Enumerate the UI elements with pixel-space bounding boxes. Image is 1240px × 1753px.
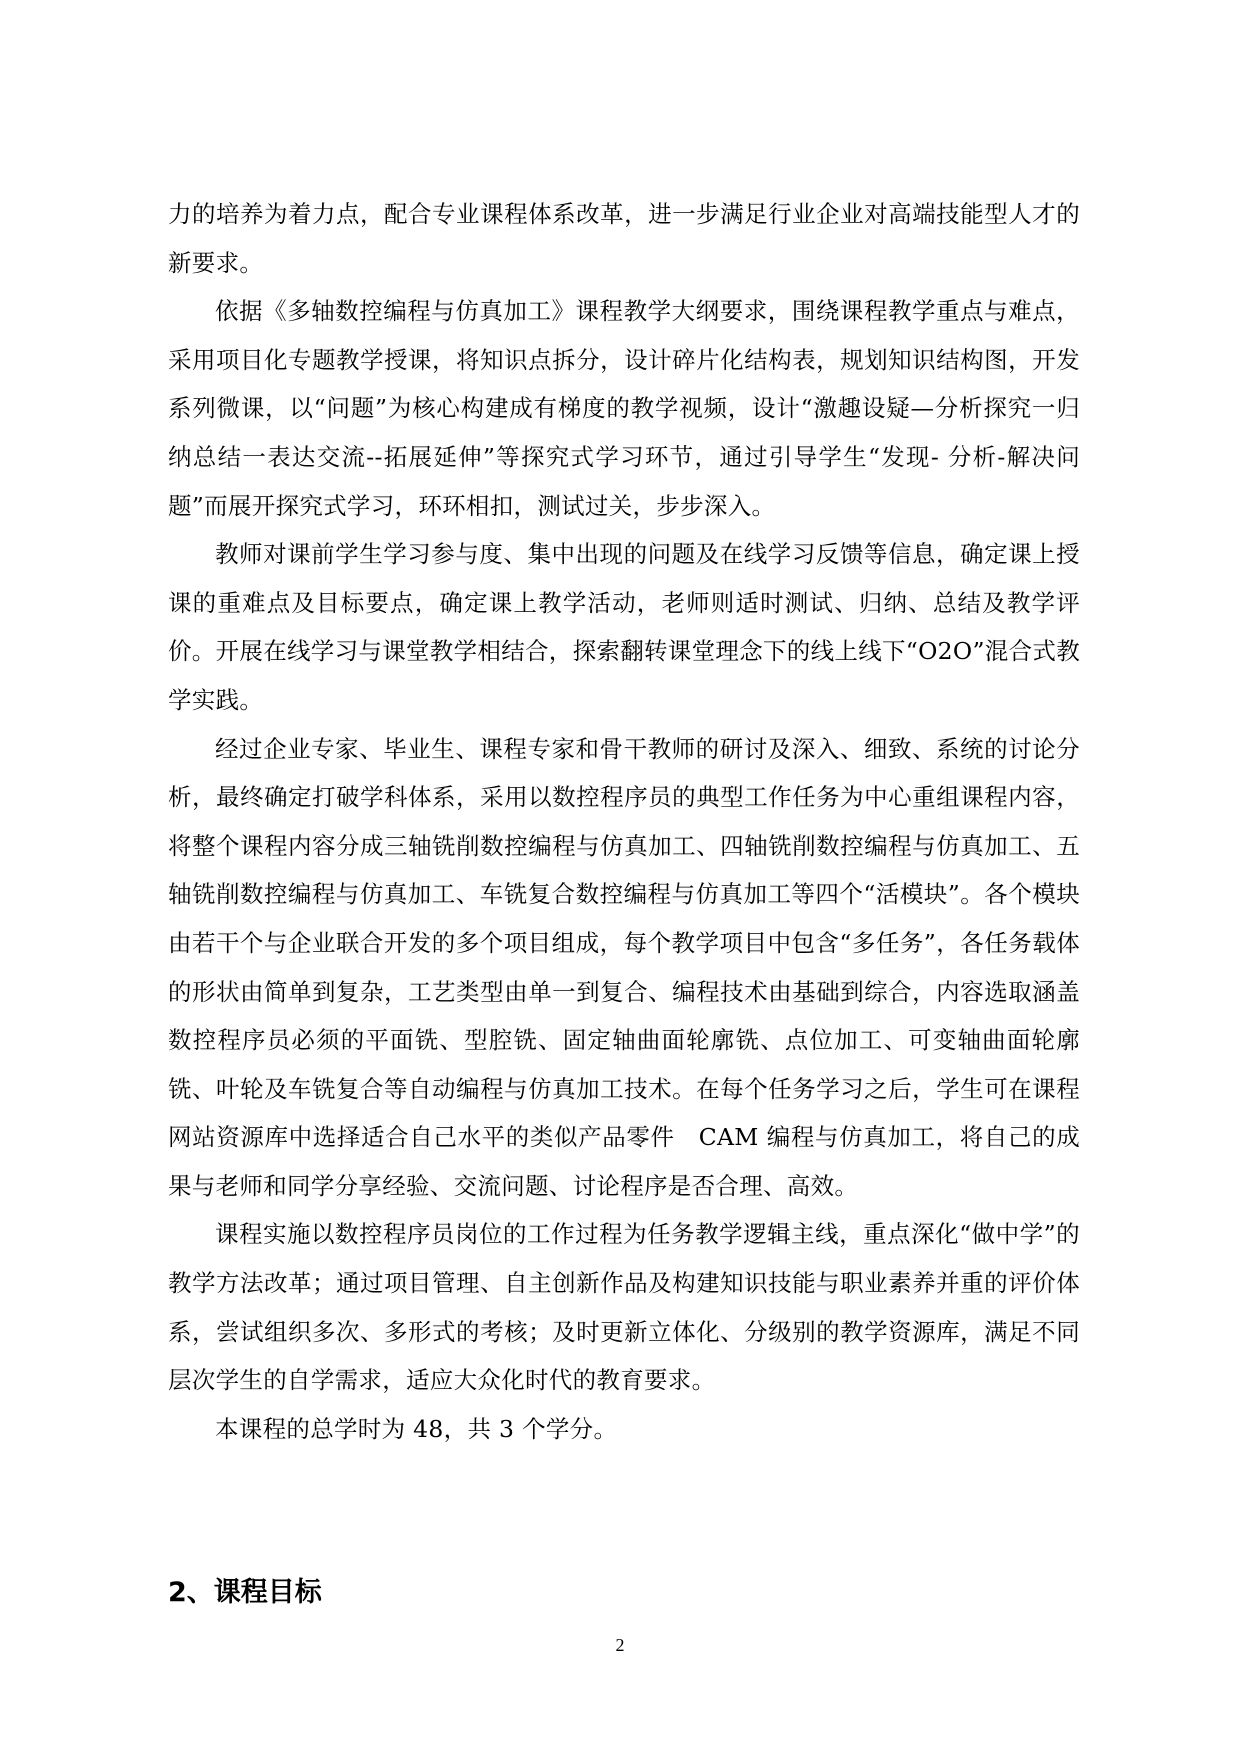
paragraph: 课程实施以数控程序员岗位的工作过程为任务教学逻辑主线，重点深化“做中学”的教学方法改革；通过项目管理、自主创新作品及构建知识技能与职业素养并重的评价体系，尝试组织多次、多形式的考核；及时更新立体化、分级别的教学资源库，满足不同层次学生的自学需求，适应大众化时代的教育要求。	[168, 1220, 1080, 1395]
paragraph: 本课程的总学时为 48，共 3 个学分。	[215, 1414, 618, 1443]
paragraph: 力的培养为着力点，配合专业课程体系改革，进一步满足行业企业对高端技能型人才的新要求。	[168, 200, 1080, 277]
paragraph: 依据《多轴数控编程与仿真加工》课程教学大纲要求，围绕课程教学重点与难点，采用项目化专题教学授课，将知识点拆分，设计碎片化结构表，规划知识结构图，开发系列微课，以“问题”为核心构建成有梯度的教学视频，设计“激趣设疑—分析探究一归纳总结一表达交流--拓展延伸”等探究式学习环节，通过引导学生“发现- 分析-解决问题”而展开探究式学习，环环相扣，测试过关，步步深入。	[168, 297, 1080, 520]
paragraph: 经过企业专家、毕业生、课程专家和骨干教师的研讨及深入、细致、系统的讨论分析，最终确定打破学科体系，采用以数控程序员的典型工作任务为中心重组课程内容，将整个课程内容分成三轴铣削数控编程与仿真加工、四轴铣削数控编程与仿真加工、五轴铣削数控编程与仿真加工、车铣复合数控编程与仿真加工等四个“活模块”。各个模块由若干个与企业联合开发的多个项目组成，每个教学项目中包含“多任务”，各任务载体的形状由简单到复杂，工艺类型由单一到复合、编程技术由基础到综合，内容选取涵盖数控程序员必须的平面铣、型腔铣、固定轴曲面轮廓铣、点位加工、可变轴曲面轮廓铣、叶轮及车铣复合等自动编程与仿真加工技术。在每个任务学习之后，学生可在课程网站资源库中选择适合自己水平的类似产品零件 CAM 编程与仿真加工，将自己的成果与老师和同学分享经验、交流问题、讨论程序是否合理、高效。	[168, 734, 1080, 1200]
body-text	[168, 190, 1080, 1453]
section-heading: 2、课程目标	[168, 1577, 322, 1608]
page-number: 2	[615, 1635, 625, 1655]
paragraph: 教师对课前学生学习参与度、集中出现的问题及在线学习反馈等信息，确定课上授课的重难点及目标要点，确定课上教学活动，老师则适时测试、归纳、总结及教学评价。开展在线学习与课堂教学相结合，探索翻转课堂理念下的线上线下“O2O”混合式教学实践。	[168, 540, 1081, 714]
